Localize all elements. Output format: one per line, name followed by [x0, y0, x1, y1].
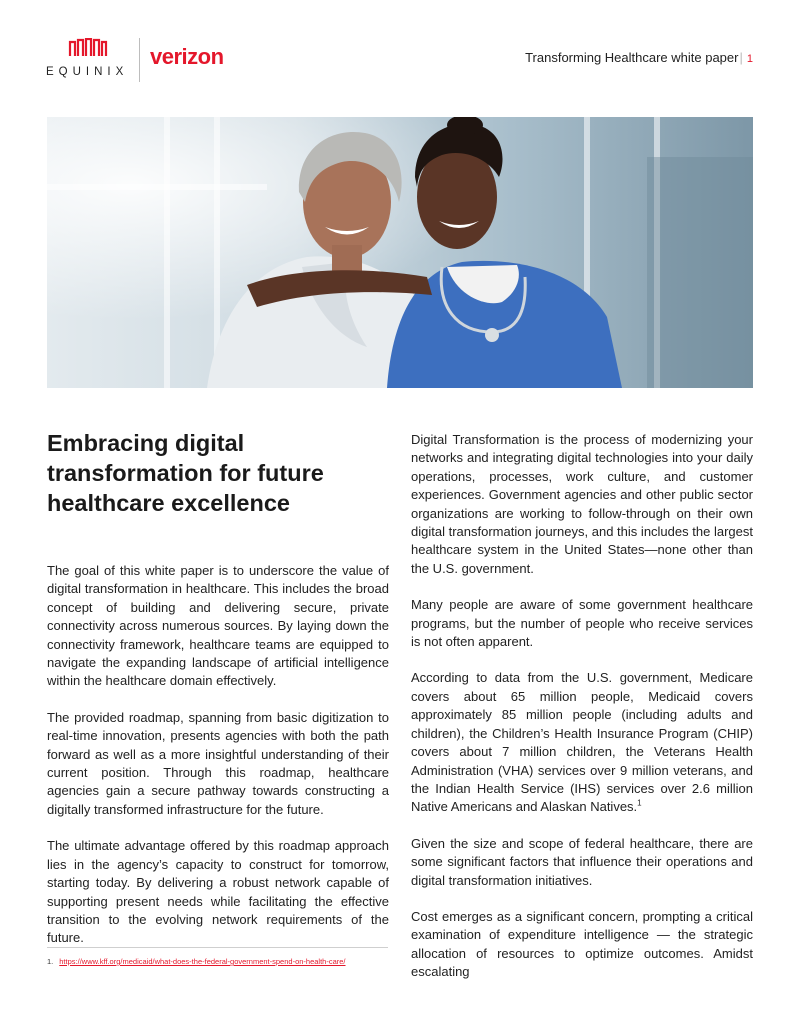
footnote: [47, 957, 346, 966]
left-paragraph-1: The goal of this white paper is to underscore the value of digital transformation in healthcare. This includes the broad concept of building and delivering secure, private connectivity across numerous sources. By laying down the connectivity framework, healthcare teams are equipped to navigate the expanding landscape of artificial intelligence within the healthcare domain effectively.: [47, 563, 389, 689]
logo-divider: [139, 38, 140, 82]
right-paragraph-5: Cost emerges as a significant concern, prompting a critical examination of expenditure intelligence — the strategic allocation of resources to optimize outcomes. Amidst escalating: [411, 908, 753, 980]
left-paragraph-3: The ultimate advantage offered by this roadmap approach lies in the agency’s capacity to construct for tomorrow, starting today. By delivering a robust network capable of supporting present needs while facilitating the effective transition to the evolving network requirements of the future.: [47, 838, 389, 946]
right-paragraph-3: [411, 669, 753, 816]
footnote-link[interactable]: https://www.kff.org/medicaid/what-does-the-federal-government-spend-on-health-care/: [59, 957, 346, 966]
footnote-number: 1.: [47, 957, 54, 966]
left-paragraph-2: The provided roadmap, spanning from basic digitization to real-time innovation, presents agencies with both the path forward as well as a more insightful understanding of their current position. Through this roadmap, healthcare agencies gain a secure pathway towards constructing a digitally transformed infrastructure for the future.: [47, 709, 389, 817]
running-head: [525, 50, 753, 65]
page-header: [0, 0, 800, 100]
hero-image: [47, 117, 753, 388]
page-number: 1: [746, 53, 753, 65]
right-paragraph-2: Many people are aware of some government healthcare programs, but the number of people who receive services is not often apparent.: [411, 597, 753, 650]
right-paragraph-3-text: According to data from the U.S. government, Medicare covers about 65 million people, Medicaid covers approximately 85 million people (including adults and children), the Children’s Health Insurance Program (CHIP) covers about 7 million children, the Veterans Health Administration (VHA) services over 9 million veterans, and the Indian Health Service (IHS) services over 2.6 million Native Americans and Alaskan Natives.: [411, 670, 753, 815]
article-title: Embracing digital transformation for future healthcare excellence: [47, 430, 324, 516]
equinix-logo: [46, 38, 130, 80]
right-column: [411, 431, 753, 982]
hero-photo-illustration: [47, 117, 753, 388]
left-column: [47, 428, 389, 948]
verizon-wordmark: verizon: [150, 44, 224, 69]
running-head-separator: |: [739, 50, 743, 65]
equinix-wordmark: EQUINIX: [46, 66, 129, 78]
running-head-title: Transforming Healthcare white paper: [525, 50, 739, 65]
footnote-reference[interactable]: 1: [637, 798, 642, 808]
footnote-divider: [47, 947, 388, 948]
right-paragraph-1: Digital Transformation is the process of modernizing your networks and integrating digital technologies into your daily operations, processes, work culture, and customer experiences. Government agencies and other public sector organizations are working to follow-through on their own digital transformation journeys, and this includes the largest healthcare system in the United States—none other than the U.S. government.: [411, 432, 753, 576]
equinix-logo-icon: [68, 38, 108, 58]
right-paragraph-4: Given the size and scope of federal healthcare, there are some significant factors that influence their operations and digital transformation initiatives.: [411, 835, 753, 888]
